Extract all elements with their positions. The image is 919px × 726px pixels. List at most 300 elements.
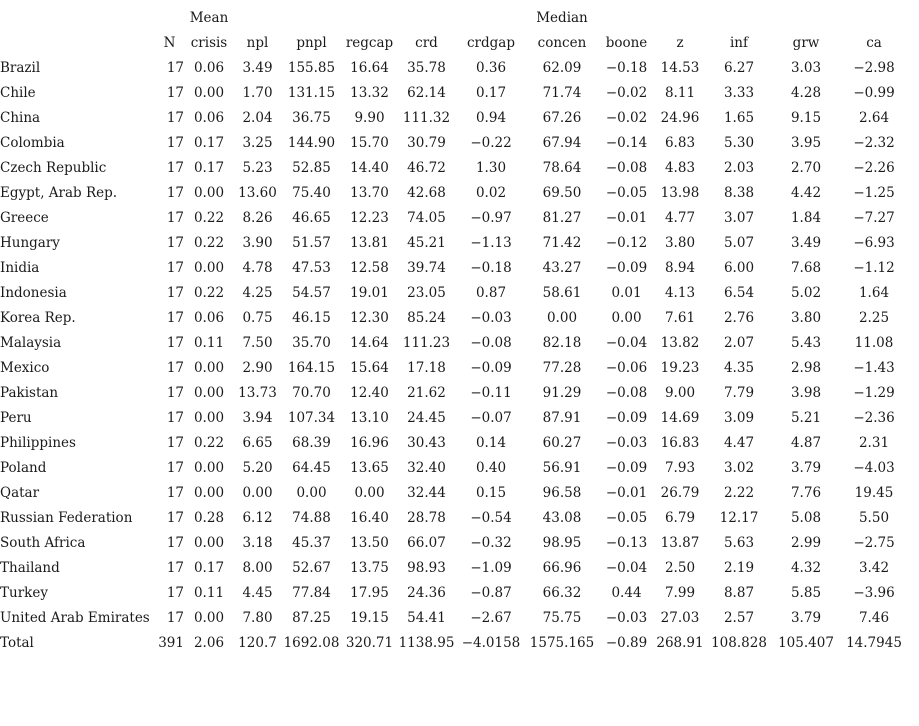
cell-crisis: 0.00 <box>193 609 225 626</box>
cell-n: 17 <box>166 84 184 101</box>
cell-boone: −0.09 <box>605 259 648 276</box>
cell-npl: 13.73 <box>238 384 277 401</box>
cell-npl: 3.90 <box>242 234 273 251</box>
table-row <box>0 130 909 155</box>
cell-regcap: 14.40 <box>350 159 389 176</box>
cell-crisis: 0.00 <box>193 184 225 201</box>
cell-inf: 108.828 <box>711 634 767 651</box>
cell-concen: 71.42 <box>542 234 582 251</box>
cell-inf: 4.35 <box>723 359 755 376</box>
cell-inf: 7.79 <box>723 384 755 401</box>
cell-regcap: 15.64 <box>350 359 389 376</box>
cell-regcap: 0.00 <box>354 484 385 501</box>
cell-n: 17 <box>166 259 184 276</box>
cell-crisis: 0.28 <box>193 509 225 526</box>
cell-z: 6.83 <box>664 134 696 151</box>
cell-concen: 71.74 <box>542 84 582 101</box>
table-row <box>0 455 909 480</box>
cell-crd: 24.36 <box>407 584 446 601</box>
mean-group-label: Mean <box>189 9 229 26</box>
cell-crdgap: 0.87 <box>475 284 507 301</box>
cell-ca: −4.03 <box>853 459 895 476</box>
cell-grw: 2.70 <box>790 159 822 176</box>
cell-z: 19.23 <box>660 359 700 376</box>
cell-n: 17 <box>166 59 184 76</box>
cell-concen: 58.61 <box>542 284 582 301</box>
country-name-cell: Malaysia <box>0 334 62 351</box>
cell-boone: −0.13 <box>605 534 648 551</box>
cell-boone: −0.08 <box>605 384 648 401</box>
cell-pnpl: 74.88 <box>292 509 331 526</box>
country-name-cell: Brazil <box>0 59 41 76</box>
cell-crisis: 0.11 <box>193 584 225 601</box>
cell-crd: 54.41 <box>407 609 446 626</box>
country-name-cell: Indonesia <box>0 284 67 301</box>
cell-regcap: 16.64 <box>350 59 389 76</box>
cell-regcap: 16.96 <box>350 434 389 451</box>
statistics-table <box>0 5 909 655</box>
cell-regcap: 12.30 <box>350 309 389 326</box>
country-name-cell: Pakistan <box>0 384 59 401</box>
cell-crdgap: −0.18 <box>470 259 512 276</box>
cell-ca: −2.36 <box>853 409 895 426</box>
cell-crdgap: −1.13 <box>470 234 512 251</box>
cell-z: 13.82 <box>660 334 700 351</box>
cell-regcap: 13.70 <box>350 184 389 201</box>
cell-crdgap: 0.14 <box>475 434 507 451</box>
column-header-row <box>0 30 909 55</box>
column-header-grw: grw <box>792 34 820 51</box>
cell-pnpl: 52.67 <box>292 559 331 576</box>
cell-concen: 43.27 <box>542 259 582 276</box>
cell-concen: 62.09 <box>542 59 582 76</box>
cell-ca: −1.29 <box>853 384 895 401</box>
cell-grw: 5.85 <box>790 584 822 601</box>
cell-regcap: 13.10 <box>350 409 389 426</box>
cell-npl: 6.12 <box>242 509 273 526</box>
cell-pnpl: 45.37 <box>292 534 331 551</box>
cell-grw: 9.15 <box>790 109 822 126</box>
country-name-cell: Philippines <box>0 434 76 451</box>
table-row <box>0 180 909 205</box>
cell-boone: −0.01 <box>605 209 648 226</box>
cell-crdgap: −4.0158 <box>461 634 521 651</box>
column-header-z: z <box>676 34 684 51</box>
group-header-spacer <box>598 5 909 30</box>
cell-npl: 2.90 <box>242 359 273 376</box>
cell-concen: 56.91 <box>542 459 582 476</box>
cell-crdgap: 0.15 <box>475 484 507 501</box>
cell-pnpl: 46.15 <box>292 309 331 326</box>
cell-crisis: 0.22 <box>193 434 225 451</box>
cell-regcap: 320.71 <box>345 634 394 651</box>
cell-crdgap: −0.22 <box>470 134 512 151</box>
cell-crd: 45.21 <box>407 234 446 251</box>
cell-crdgap: −0.87 <box>470 584 512 601</box>
cell-z: 9.00 <box>664 384 696 401</box>
cell-z: 13.87 <box>660 534 700 551</box>
column-header-crdgap: crdgap <box>467 34 515 51</box>
cell-ca: −2.75 <box>853 534 895 551</box>
cell-pnpl: 36.75 <box>292 109 331 126</box>
cell-crdgap: −0.11 <box>470 384 512 401</box>
cell-crd: 23.05 <box>407 284 446 301</box>
cell-npl: 5.20 <box>242 459 273 476</box>
cell-boone: 0.01 <box>611 284 642 301</box>
cell-crisis: 0.17 <box>193 559 225 576</box>
cell-crdgap: 0.17 <box>475 84 507 101</box>
country-name-cell: Qatar <box>0 484 40 501</box>
cell-crd: 46.72 <box>407 159 446 176</box>
column-header-regcap: regcap <box>345 34 394 51</box>
cell-boone: −0.12 <box>605 234 648 251</box>
cell-inf: 6.27 <box>723 59 755 76</box>
table-row <box>0 555 909 580</box>
cell-npl: 4.78 <box>242 259 273 276</box>
cell-npl: 1.70 <box>242 84 273 101</box>
cell-concen: 78.64 <box>542 159 582 176</box>
cell-inf: 3.02 <box>723 459 755 476</box>
cell-concen: 77.28 <box>542 359 582 376</box>
cell-npl: 7.80 <box>242 609 273 626</box>
country-name-cell: South Africa <box>0 534 86 551</box>
cell-z: 13.98 <box>660 184 700 201</box>
cell-z: 7.61 <box>664 309 696 326</box>
cell-crd: 30.43 <box>407 434 446 451</box>
cell-pnpl: 64.45 <box>292 459 331 476</box>
cell-crdgap: 1.30 <box>475 159 507 176</box>
cell-ca: 19.45 <box>854 484 894 501</box>
cell-n: 17 <box>166 334 184 351</box>
cell-z: 7.93 <box>664 459 696 476</box>
cell-pnpl: 0.00 <box>296 484 327 501</box>
cell-boone: 0.00 <box>611 309 642 326</box>
cell-crisis: 0.17 <box>193 134 225 151</box>
cell-n: 17 <box>166 434 184 451</box>
cell-boone: −0.05 <box>605 184 648 201</box>
cell-concen: 96.58 <box>542 484 582 501</box>
cell-npl: 3.94 <box>242 409 273 426</box>
cell-inf: 8.38 <box>723 184 755 201</box>
cell-z: 4.13 <box>664 284 696 301</box>
cell-pnpl: 75.40 <box>292 184 331 201</box>
column-header-pnpl: pnpl <box>296 34 327 51</box>
group-header-spacer <box>234 5 526 30</box>
cell-ca: 7.46 <box>858 609 890 626</box>
cell-crd: 1138.95 <box>398 634 455 651</box>
cell-grw: 3.79 <box>790 609 822 626</box>
cell-crisis: 0.00 <box>193 534 225 551</box>
cell-ca: −2.98 <box>853 59 895 76</box>
cell-z: 4.83 <box>664 159 696 176</box>
cell-grw: 2.99 <box>790 534 822 551</box>
group-header-spacer <box>155 5 184 30</box>
cell-crd: 111.23 <box>402 334 451 351</box>
cell-boone: −0.08 <box>605 159 648 176</box>
cell-n: 17 <box>166 309 184 326</box>
cell-regcap: 19.15 <box>350 609 389 626</box>
cell-npl: 3.18 <box>242 534 273 551</box>
cell-concen: 66.96 <box>542 559 582 576</box>
cell-regcap: 13.65 <box>350 459 389 476</box>
cell-npl: 0.00 <box>242 484 273 501</box>
cell-npl: 5.23 <box>242 159 273 176</box>
cell-concen: 66.32 <box>542 584 582 601</box>
cell-z: 2.50 <box>664 559 696 576</box>
cell-z: 4.77 <box>664 209 696 226</box>
cell-crisis: 0.00 <box>193 359 225 376</box>
country-name-cell: Inidia <box>0 259 40 276</box>
cell-inf: 5.30 <box>723 134 755 151</box>
cell-pnpl: 107.34 <box>287 409 336 426</box>
cell-ca: −1.43 <box>853 359 895 376</box>
country-name-cell: Poland <box>0 459 47 476</box>
cell-crisis: 0.06 <box>193 59 225 76</box>
cell-npl: 2.04 <box>242 109 273 126</box>
cell-regcap: 13.32 <box>350 84 389 101</box>
cell-npl: 3.25 <box>242 134 273 151</box>
cell-pnpl: 51.57 <box>292 234 331 251</box>
cell-inf: 2.76 <box>723 309 755 326</box>
cell-inf: 12.17 <box>719 509 759 526</box>
cell-boone: −0.03 <box>605 434 648 451</box>
cell-crd: 21.62 <box>407 384 446 401</box>
cell-pnpl: 164.15 <box>287 359 336 376</box>
column-header-crd: crd <box>415 34 438 51</box>
cell-n: 391 <box>158 634 184 651</box>
cell-ca: −2.32 <box>853 134 895 151</box>
cell-boone: −0.89 <box>605 634 648 651</box>
country-name-cell: Czech Republic <box>0 159 107 176</box>
cell-npl: 4.25 <box>242 284 273 301</box>
cell-crisis: 0.06 <box>193 109 225 126</box>
cell-grw: 3.49 <box>790 234 822 251</box>
table-row <box>0 480 909 505</box>
cell-boone: −0.04 <box>605 559 648 576</box>
cell-grw: 5.43 <box>790 334 822 351</box>
cell-crd: 85.24 <box>407 309 446 326</box>
cell-n: 17 <box>166 384 184 401</box>
cell-regcap: 9.90 <box>354 109 385 126</box>
cell-n: 17 <box>166 609 184 626</box>
cell-grw: 3.80 <box>790 309 822 326</box>
cell-boone: −0.06 <box>605 359 648 376</box>
cell-pnpl: 144.90 <box>287 134 336 151</box>
cell-concen: 69.50 <box>542 184 582 201</box>
column-header-ca: ca <box>866 34 882 51</box>
cell-boone: −0.05 <box>605 509 648 526</box>
cell-concen: 87.91 <box>542 409 582 426</box>
cell-boone: −0.04 <box>605 334 648 351</box>
cell-crd: 62.14 <box>407 84 446 101</box>
table-row <box>0 430 909 455</box>
cell-n: 17 <box>166 184 184 201</box>
country-name-cell: Peru <box>0 409 32 426</box>
cell-boone: −0.09 <box>605 409 648 426</box>
table-row <box>0 80 909 105</box>
cell-crd: 39.74 <box>407 259 446 276</box>
cell-crisis: 2.06 <box>193 634 225 651</box>
cell-crd: 30.79 <box>407 134 446 151</box>
cell-npl: 8.26 <box>242 209 273 226</box>
cell-concen: 67.94 <box>542 134 582 151</box>
cell-ca: −1.12 <box>853 259 895 276</box>
country-name-cell: Chile <box>0 84 36 101</box>
cell-concen: 91.29 <box>542 384 582 401</box>
cell-inf: 6.00 <box>723 259 755 276</box>
cell-n: 17 <box>166 284 184 301</box>
cell-crisis: 0.22 <box>193 234 225 251</box>
cell-z: 7.99 <box>664 584 696 601</box>
cell-crisis: 0.22 <box>193 209 225 226</box>
cell-crdgap: 0.02 <box>475 184 507 201</box>
cell-regcap: 12.58 <box>350 259 389 276</box>
cell-concen: 98.95 <box>542 534 582 551</box>
cell-grw: 5.08 <box>790 509 822 526</box>
cell-n: 17 <box>166 234 184 251</box>
cell-crd: 24.45 <box>407 409 446 426</box>
cell-crdgap: −0.07 <box>470 409 512 426</box>
cell-crisis: 0.17 <box>193 159 225 176</box>
cell-inf: 5.63 <box>723 534 755 551</box>
cell-ca: 11.08 <box>854 334 894 351</box>
cell-grw: 7.68 <box>790 259 822 276</box>
cell-ca: 3.42 <box>858 559 890 576</box>
cell-regcap: 15.70 <box>350 134 389 151</box>
cell-ca: −1.25 <box>853 184 895 201</box>
country-name-cell: Egypt, Arab Rep. <box>0 184 118 201</box>
total-row <box>0 630 909 655</box>
country-name-cell: Greece <box>0 209 49 226</box>
cell-boone: −0.18 <box>605 59 648 76</box>
cell-grw: 105.407 <box>778 634 834 651</box>
cell-grw: 3.79 <box>790 459 822 476</box>
country-name-cell: China <box>0 109 41 126</box>
cell-inf: 1.65 <box>723 109 755 126</box>
cell-n: 17 <box>166 459 184 476</box>
cell-crd: 32.40 <box>407 459 446 476</box>
table-row <box>0 580 909 605</box>
cell-crdgap: 0.94 <box>475 109 507 126</box>
cell-crd: 74.05 <box>407 209 446 226</box>
cell-npl: 7.50 <box>242 334 273 351</box>
column-header-crisis: crisis <box>190 34 228 51</box>
cell-grw: 1.84 <box>790 209 822 226</box>
cell-crdgap: −0.08 <box>470 334 512 351</box>
cell-ca: 1.64 <box>858 284 890 301</box>
cell-crd: 98.93 <box>407 559 446 576</box>
cell-pnpl: 68.39 <box>292 434 331 451</box>
country-name-cell: United Arab Emirates <box>0 609 150 626</box>
cell-pnpl: 155.85 <box>287 59 336 76</box>
cell-z: 16.83 <box>660 434 700 451</box>
cell-npl: 6.65 <box>242 434 273 451</box>
country-column-header <box>0 30 155 55</box>
cell-z: 14.53 <box>660 59 700 76</box>
cell-grw: 2.98 <box>790 359 822 376</box>
cell-inf: 3.09 <box>723 409 755 426</box>
cell-inf: 3.33 <box>723 84 755 101</box>
cell-pnpl: 52.85 <box>292 159 331 176</box>
table-row <box>0 330 909 355</box>
cell-grw: 3.95 <box>790 134 822 151</box>
cell-regcap: 17.95 <box>350 584 389 601</box>
cell-inf: 5.07 <box>723 234 755 251</box>
cell-z: 6.79 <box>664 509 696 526</box>
table-body <box>0 55 909 655</box>
cell-grw: 7.76 <box>790 484 822 501</box>
cell-n: 17 <box>166 159 184 176</box>
column-header-concen: concen <box>537 34 587 51</box>
country-name-cell: Mexico <box>0 359 50 376</box>
cell-inf: 4.47 <box>723 434 755 451</box>
cell-regcap: 13.75 <box>350 559 389 576</box>
cell-pnpl: 54.57 <box>292 284 331 301</box>
column-header-inf: inf <box>729 34 748 51</box>
cell-crisis: 0.00 <box>193 259 225 276</box>
median-group-label: Median <box>536 9 588 26</box>
cell-crisis: 0.00 <box>193 384 225 401</box>
cell-n: 17 <box>166 409 184 426</box>
cell-n: 17 <box>166 359 184 376</box>
cell-crdgap: −1.09 <box>470 559 512 576</box>
cell-boone: 0.44 <box>611 584 642 601</box>
cell-npl: 4.45 <box>242 584 273 601</box>
cell-crd: 35.78 <box>407 59 446 76</box>
table-row <box>0 605 909 630</box>
cell-crisis: 0.00 <box>193 484 225 501</box>
cell-n: 17 <box>166 209 184 226</box>
cell-ca: 2.25 <box>858 309 890 326</box>
cell-crdgap: 0.36 <box>475 59 507 76</box>
cell-concen: 67.26 <box>542 109 582 126</box>
cell-pnpl: 87.25 <box>292 609 331 626</box>
cell-crdgap: −0.09 <box>470 359 512 376</box>
cell-pnpl: 46.65 <box>292 209 331 226</box>
country-name-cell: Hungary <box>0 234 60 251</box>
cell-inf: 2.57 <box>723 609 755 626</box>
table-row <box>0 305 909 330</box>
cell-crisis: 0.00 <box>193 459 225 476</box>
cell-crisis: 0.22 <box>193 284 225 301</box>
cell-z: 26.79 <box>660 484 700 501</box>
table-row <box>0 380 909 405</box>
cell-boone: −0.03 <box>605 609 648 626</box>
cell-grw: 4.87 <box>790 434 822 451</box>
column-header-n: N <box>163 34 176 51</box>
cell-crdgap: −2.67 <box>470 609 512 626</box>
cell-grw: 4.28 <box>790 84 822 101</box>
cell-npl: 120.7 <box>238 634 277 651</box>
cell-pnpl: 70.70 <box>292 384 331 401</box>
cell-boone: −0.02 <box>605 84 648 101</box>
cell-concen: 0.00 <box>546 309 578 326</box>
group-header-row <box>0 5 909 30</box>
cell-z: 24.96 <box>660 109 700 126</box>
cell-inf: 6.54 <box>723 284 755 301</box>
cell-n: 17 <box>166 559 184 576</box>
cell-z: 8.11 <box>664 84 696 101</box>
cell-n: 17 <box>166 584 184 601</box>
cell-pnpl: 47.53 <box>292 259 331 276</box>
cell-pnpl: 35.70 <box>292 334 331 351</box>
cell-boone: −0.02 <box>605 109 648 126</box>
cell-grw: 5.21 <box>790 409 822 426</box>
cell-crd: 17.18 <box>407 359 446 376</box>
cell-crisis: 0.00 <box>193 409 225 426</box>
cell-z: 14.69 <box>660 409 700 426</box>
country-name-cell: Korea Rep. <box>0 309 76 326</box>
